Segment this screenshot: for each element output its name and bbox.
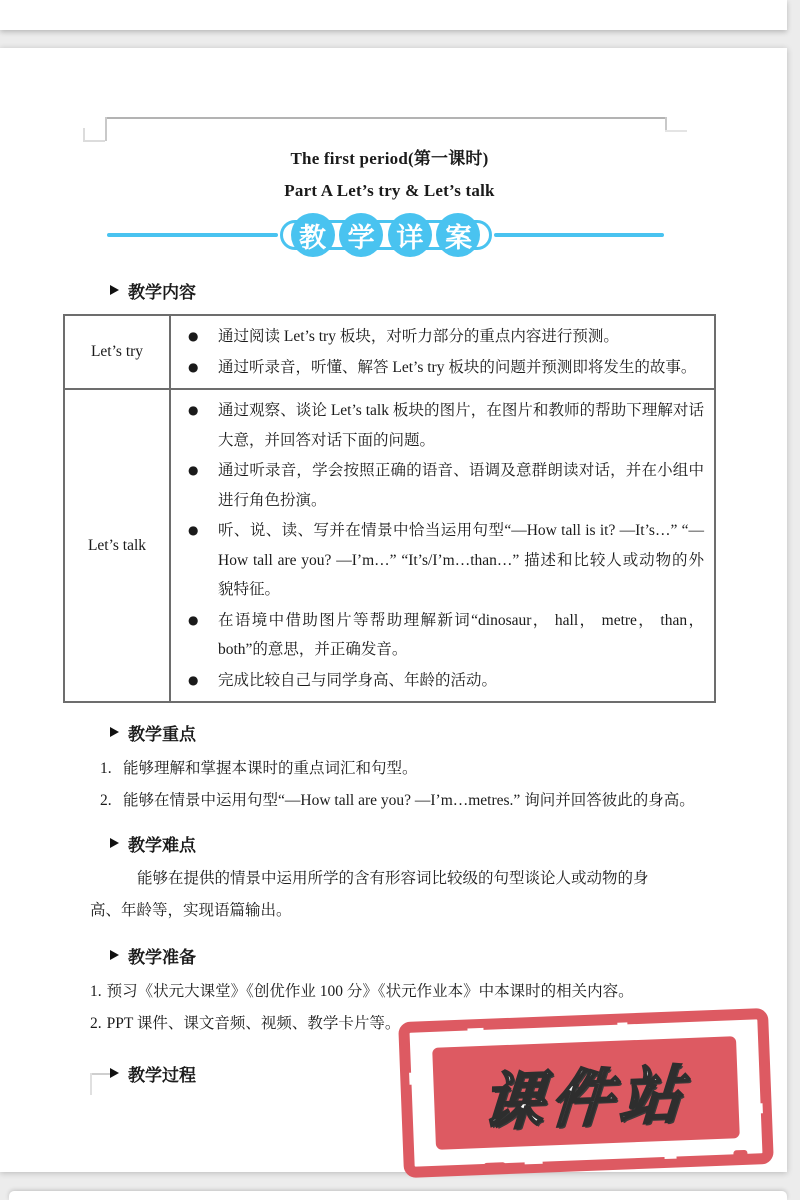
bullet-icon: ● <box>188 463 199 477</box>
header-boundary-tick-left <box>105 117 107 141</box>
bullet-icon: ● <box>188 523 199 537</box>
difficulty-paragraph: 能够在提供的情景中运用所学的含有形容词比较级的句型谈论人或动物的身高、年龄等，实现语篇输出。 <box>90 870 649 919</box>
margin-corner-mark <box>83 128 85 142</box>
document-page <box>0 48 787 1172</box>
triangle-marker-icon <box>110 727 119 737</box>
list-item: ● 在语境中借助图片等帮助理解新词“dinosaur， hall， metre， than， both”的意思，并正确发音。 <box>183 606 704 665</box>
lesson-title-line2: Part A Let’s try & Let’s talk <box>284 181 495 200</box>
bullet-icon: ● <box>188 359 199 374</box>
triangle-marker-icon <box>110 285 119 295</box>
banner-line-left <box>107 233 278 237</box>
banner-char: 学 <box>339 213 383 257</box>
banner-char: 案 <box>436 213 480 257</box>
margin-corner-mark <box>83 140 105 142</box>
header-boundary-tick-right <box>665 117 667 131</box>
list-item: 1. 预习《状元大课堂》《创优作业 100 分》《状元作业本》中本课时的相关内容。 <box>90 983 634 1000</box>
header-boundary-foot-right <box>665 130 687 132</box>
list-item: 2. 能够在情景中运用句型“—How tall are you? —I’m…metres.” 询问并回答彼此的身高。 <box>100 791 695 809</box>
triangle-marker-icon <box>110 950 119 960</box>
list-item: ● 通过观察、谈论 Let’s talk 板块的图片，在图片和教师的帮助下理解对话大意，并回答对话下面的问题。 <box>183 396 704 455</box>
section-heading-content: 教学内容 <box>110 278 787 302</box>
section-heading-difficulty: 教学难点 <box>110 831 787 855</box>
banner-line-right <box>494 233 665 237</box>
banner-char: 教 <box>291 213 335 257</box>
bullet-icon: ● <box>188 672 199 687</box>
row-label: Let’s try <box>64 315 170 389</box>
list-item: ● 通过阅读 Let’s try 板块，对听力部分的重点内容进行预测。 <box>183 322 704 352</box>
stamp-text: 课件站 <box>479 1060 692 1138</box>
row-label: Let’s talk <box>64 389 170 702</box>
bullet-icon: ● <box>188 403 199 417</box>
list-item: 2. PPT 课件、课文音频、视频、教学卡片等。 <box>90 1015 401 1032</box>
teaching-content-table <box>63 314 716 703</box>
table-row-lets-talk <box>64 389 715 702</box>
section-heading-key-points: 教学重点 <box>110 720 787 744</box>
list-item: ● 听、说、读、写并在情景中恰当运用句型“—How tall is it? —It’s…” “—How tall are you? —I’m…” “It’s/I’m…than…” 描述和比较人或动物的外貌特征。 <box>183 516 704 605</box>
triangle-marker-icon <box>110 1068 119 1078</box>
lesson-title-line1: The first period(第一课时) <box>290 149 489 168</box>
list-item: 1. 能够理解和掌握本课时的重点词汇和句型。 <box>100 760 418 777</box>
table-row-lets-try <box>64 315 715 389</box>
teaching-plan-banner <box>107 213 664 257</box>
triangle-marker-icon <box>110 838 119 848</box>
previous-page-edge <box>0 0 787 30</box>
header-boundary-rule <box>105 117 667 119</box>
list-item: ● 通过听录音，听懂、解答 Let’s try 板块的问题并预测即将发生的故事。 <box>183 353 704 383</box>
bullet-icon: ● <box>188 329 199 343</box>
next-page-edge <box>9 1191 787 1200</box>
kejianzhan-watermark-stamp <box>398 1008 774 1178</box>
section-heading-preparation: 教学准备 <box>110 943 787 967</box>
section-heading-process: 教学过程 <box>110 1061 787 1085</box>
banner-pill <box>280 213 492 257</box>
banner-char: 详 <box>388 213 432 257</box>
key-points-list <box>100 753 715 816</box>
stamp-inner-plate <box>432 1036 740 1150</box>
list-item: ● 完成比较自己与同学身高、年龄的活动。 <box>183 666 704 696</box>
list-item: ● 通过听录音，学会按照正确的语音、语调及意群朗读对话，并在小组中进行角色扮演。 <box>183 456 704 515</box>
bullet-icon: ● <box>188 612 199 627</box>
